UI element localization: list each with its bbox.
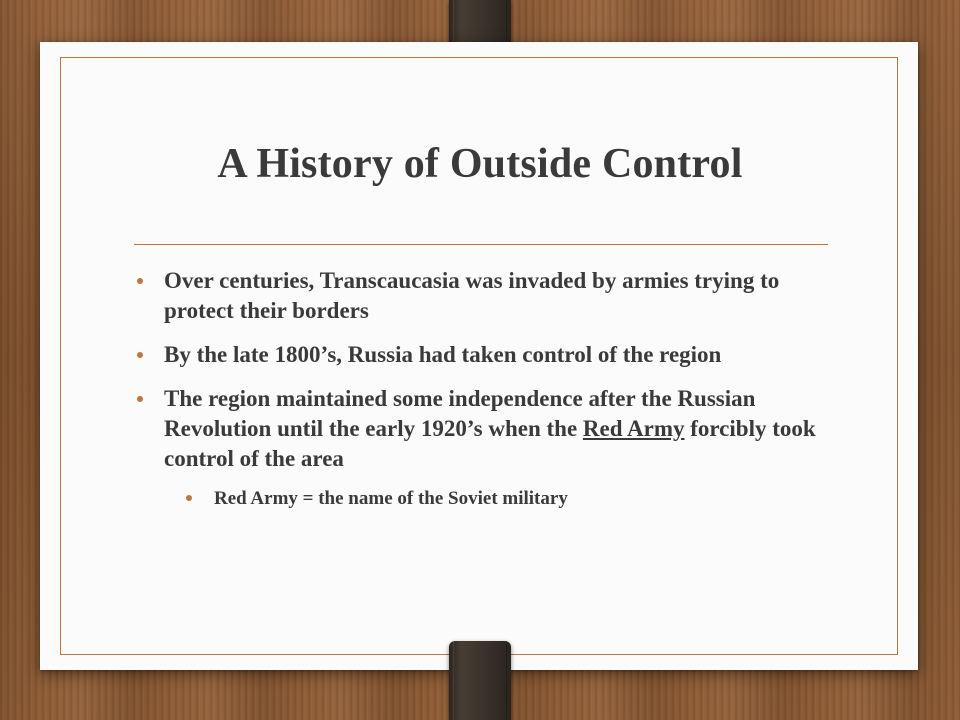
sub-bullet-item <box>130 486 830 512</box>
bullet-text-before: The region maintained some independence after the Russian Revolution until the early 1920’s when the <box>164 386 756 441</box>
sub-bullet-dot-icon <box>186 495 192 501</box>
slide-title: A History of Outside Control <box>217 141 743 187</box>
bottom-strap <box>449 641 511 720</box>
bullet-text-after: forcibly took control of the area <box>164 416 816 471</box>
sub-bullet-text: Red Army = the name of the Soviet military <box>214 488 568 509</box>
bullet-text: Over centuries, Transcaucasia was invaded by armies trying to protect their borders <box>164 268 780 323</box>
bullet-dot-icon <box>137 396 143 402</box>
title-divider <box>134 244 828 245</box>
bullet-item <box>130 340 830 370</box>
bullet-dot-icon <box>137 352 143 358</box>
bullet-dot-icon <box>137 278 143 284</box>
bullet-item <box>130 266 830 326</box>
bullet-underlined-term: Red Army <box>582 416 685 441</box>
bullet-text: By the late 1800’s, Russia had taken control of the region <box>164 342 722 367</box>
bullet-item <box>130 384 830 474</box>
bullet-list <box>130 266 830 526</box>
